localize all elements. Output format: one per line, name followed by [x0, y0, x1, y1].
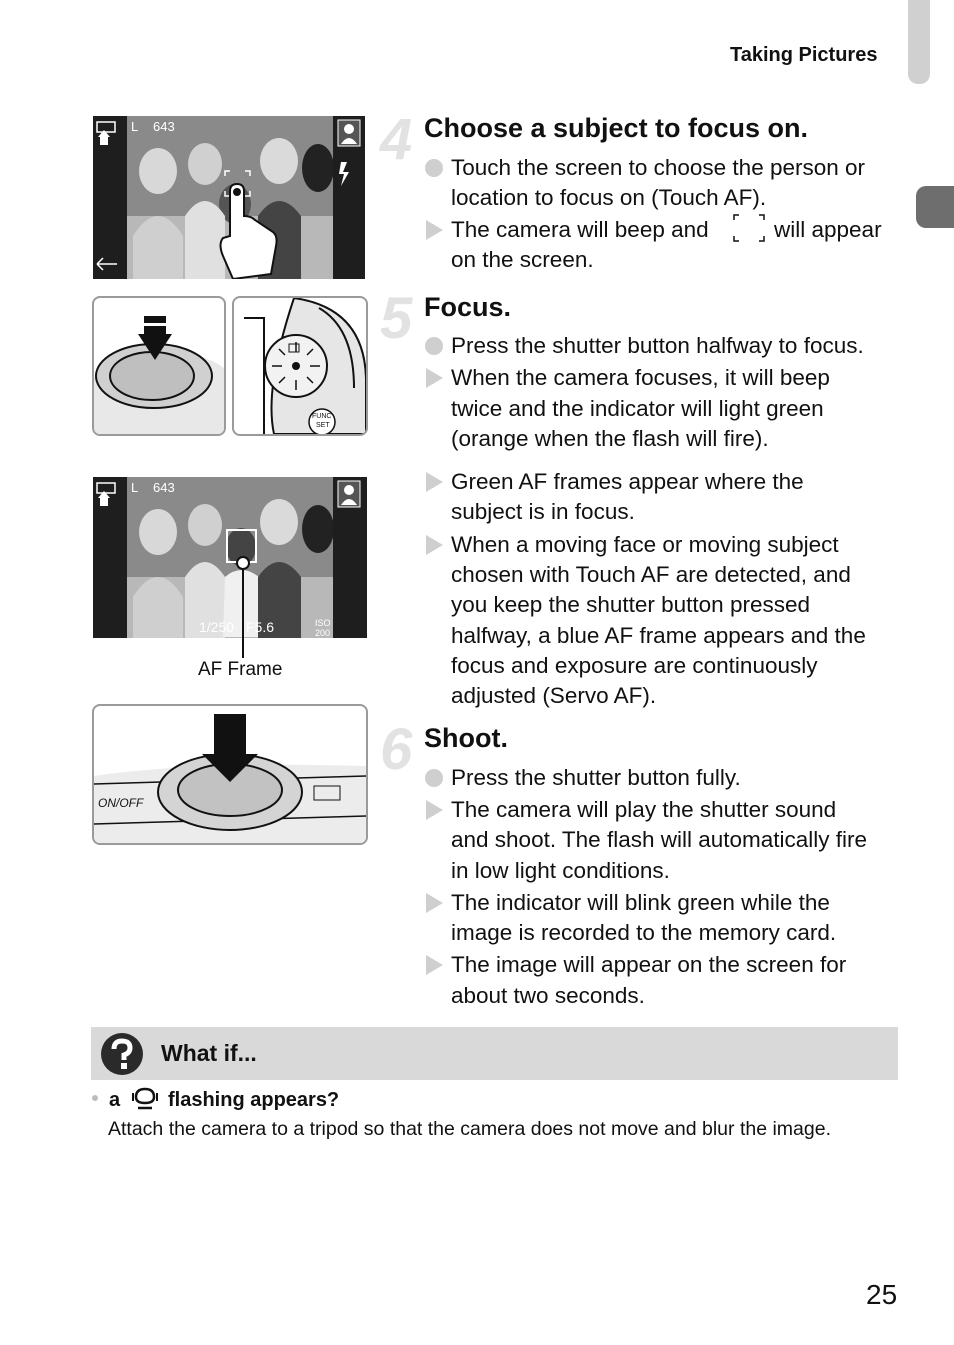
step6-line-6: image is recorded to the memory card. — [451, 920, 837, 945]
step5-line-4: (orange when the flash will fire). — [451, 426, 769, 451]
step5-line-5: Green AF frames appear where the — [451, 469, 804, 494]
shots-remaining: 643 — [153, 480, 175, 495]
iso-label: ISO — [315, 618, 331, 628]
step-title-5: Focus. — [424, 292, 512, 322]
shutter-full-press-icon — [94, 706, 366, 843]
af-frame-label: AF Frame — [198, 659, 283, 680]
bullet-arrow-icon — [426, 800, 443, 820]
bullet-arrow-icon — [426, 893, 443, 913]
bullet-circle-icon — [425, 159, 443, 177]
section-title: Taking Pictures — [730, 44, 878, 66]
step5-line-11: focus and exposure are continuously — [451, 653, 818, 678]
step5-line-1: Press the shutter button halfway to focus. — [451, 333, 864, 358]
indicator-dial-icon — [234, 298, 366, 434]
step5-line-8: chosen with Touch AF are detected, and — [451, 562, 851, 587]
func-label: FUNC — [312, 413, 332, 420]
camera-screen-af-frame — [93, 477, 367, 638]
step6-line-2: The camera will play the shutter sound — [451, 797, 837, 822]
page-number: 25 — [866, 1279, 898, 1310]
shutter-button-icon — [94, 298, 224, 434]
shutter-full-press-illustration — [92, 704, 368, 845]
bullet-arrow-icon — [426, 535, 443, 555]
indicator-illustration — [232, 296, 368, 436]
bullet-circle-icon — [425, 337, 443, 355]
step-number-5: 5 — [380, 286, 413, 351]
what-if-question: flashing appears? — [168, 1089, 340, 1111]
step-number-6: 6 — [380, 717, 413, 782]
af-frame-bracket-icon — [731, 212, 767, 244]
step4-line-4: will appear — [774, 217, 882, 242]
on-off-label: ON/OFF — [98, 796, 144, 810]
step4-line-1: Touch the screen to choose the person or — [451, 155, 866, 180]
step6-line-5: The indicator will blink green while the — [451, 890, 830, 915]
step4-line-3: The camera will beep and — [451, 217, 709, 242]
step6-line-7: The image will appear on the screen for — [451, 952, 847, 977]
family-photo-focused — [93, 477, 367, 638]
bullet-arrow-icon — [426, 955, 443, 975]
bullet-arrow-icon — [426, 472, 443, 492]
step6-line-3: and shoot. The flash will automatically fire — [451, 827, 868, 852]
af-frame-callout-line — [242, 562, 244, 658]
shutter-halfway-illustration — [92, 296, 226, 436]
camera-shake-icon — [131, 1085, 159, 1113]
shutter-speed: 1/250 — [199, 619, 235, 635]
step5-line-9: you keep the shutter button pressed — [451, 592, 810, 617]
image-size-label: L — [131, 480, 139, 495]
step-number-4: 4 — [380, 107, 413, 172]
iso-value: 200 — [315, 628, 331, 638]
step4-line-2: location to focus on (Touch AF). — [451, 185, 767, 210]
step5-line-2: When the camera focuses, it will beep — [451, 365, 830, 390]
step5-line-12: adjusted (Servo AF). — [451, 683, 657, 708]
step5-line-6: subject is in focus. — [451, 499, 635, 524]
chapter-tab-marker — [916, 186, 954, 228]
step4-line-5: on the screen. — [451, 247, 594, 272]
what-if-answer: Attach the camera to a tripod so that the camera does not move and blur the image. — [108, 1118, 831, 1140]
step6-line-8: about two seconds. — [451, 983, 645, 1008]
step5-line-10: halfway, a blue AF frame appears and the — [451, 623, 866, 648]
shots-remaining: 643 — [153, 119, 175, 134]
question-mark-icon — [100, 1032, 144, 1076]
af-frame-callout-dot — [236, 556, 250, 570]
step6-line-4: in low light conditions. — [451, 858, 670, 883]
bullet-arrow-icon — [426, 220, 443, 240]
bullet-arrow-icon — [426, 368, 443, 388]
what-if-question-prefix: a — [109, 1089, 121, 1111]
chapter-tab-top — [908, 0, 930, 84]
aperture-value: F5.6 — [246, 619, 275, 635]
image-size-label: L — [131, 119, 139, 134]
camera-screen-touch-af — [93, 116, 365, 279]
step6-line-1: Press the shutter button fully. — [451, 765, 741, 790]
step5-line-3: twice and the indicator will light green — [451, 396, 824, 421]
what-if-title: What if... — [161, 1040, 257, 1066]
bullet-circle-icon — [425, 769, 443, 787]
step5-line-7: When a moving face or moving subject — [451, 532, 839, 557]
step-title-4: Choose a subject to focus on. — [424, 113, 809, 143]
bullet-dot-icon — [92, 1095, 98, 1101]
family-photo — [93, 116, 365, 279]
set-label: SET — [316, 422, 330, 429]
step-title-6: Shoot. — [424, 723, 508, 753]
